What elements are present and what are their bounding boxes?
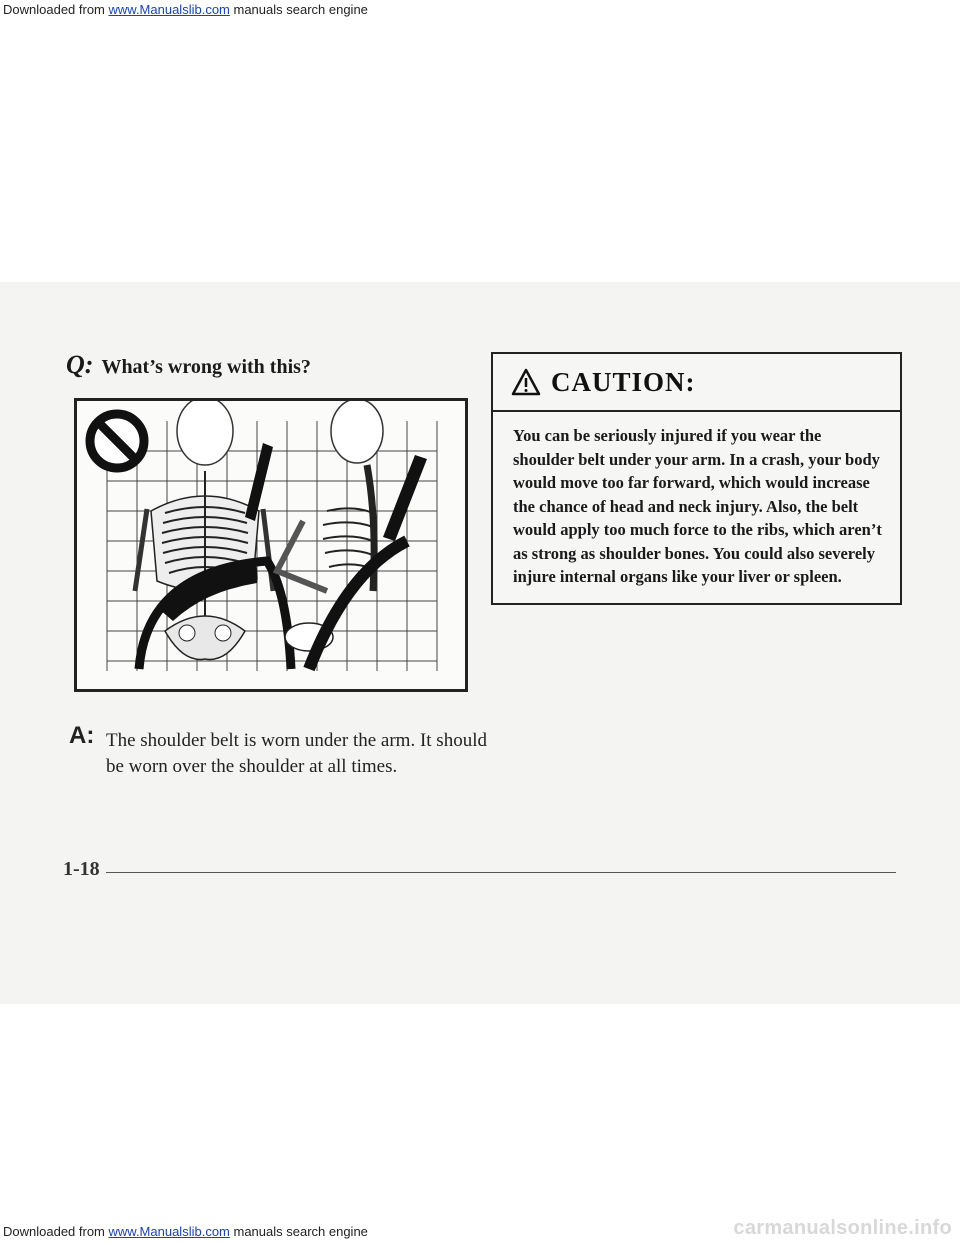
page-number: 1-18 (63, 858, 106, 881)
download-banner (3, 2, 368, 17)
shoulder-belt-side (309, 541, 407, 669)
belt-anchor-side (383, 455, 427, 541)
banner-suffix-bottom: manuals search engine (229, 1224, 368, 1239)
answer-block (69, 722, 489, 780)
seatbelt-illustration (74, 398, 468, 692)
skeleton-figure (77, 401, 465, 689)
caution-header (493, 354, 900, 412)
question-text: What’s wrong with this? (101, 356, 311, 378)
watermark-logo: carmanualsonline.info (733, 1217, 952, 1239)
manualslib-link-bottom[interactable]: www.Manualslib.com (108, 1224, 230, 1239)
banner-prefix: Downloaded from (3, 2, 109, 17)
prohibited-icon (90, 414, 144, 468)
answer-text: The shoulder belt is worn under the arm. It should be worn over the shoulder at all times. (106, 730, 487, 777)
caution-body: You can be seriously injured if you wear the shoulder belt under your arm. In a crash, your body would move too far forward, which would increase the chance of head and neck injury. Also, the belt would apply too much force to the ribs, which aren’t as strong as shoulder bones. You could also severely injure internal organs like your liver or spleen. (513, 426, 882, 586)
footer-rule (96, 872, 896, 873)
banner-prefix-bottom: Downloaded from (3, 1224, 109, 1239)
belt-anchor-front (245, 443, 273, 521)
question-heading (66, 350, 311, 380)
caution-title: CAUTION: (551, 366, 696, 397)
download-banner-bottom (3, 1224, 368, 1239)
manualslib-link[interactable]: www.Manualslib.com (108, 2, 230, 17)
caution-box (491, 352, 902, 605)
banner-suffix: manuals search engine (229, 2, 368, 17)
answer-letter: A: (69, 722, 95, 749)
question-letter: Q: (66, 350, 94, 379)
warning-triangle-icon (511, 368, 541, 396)
